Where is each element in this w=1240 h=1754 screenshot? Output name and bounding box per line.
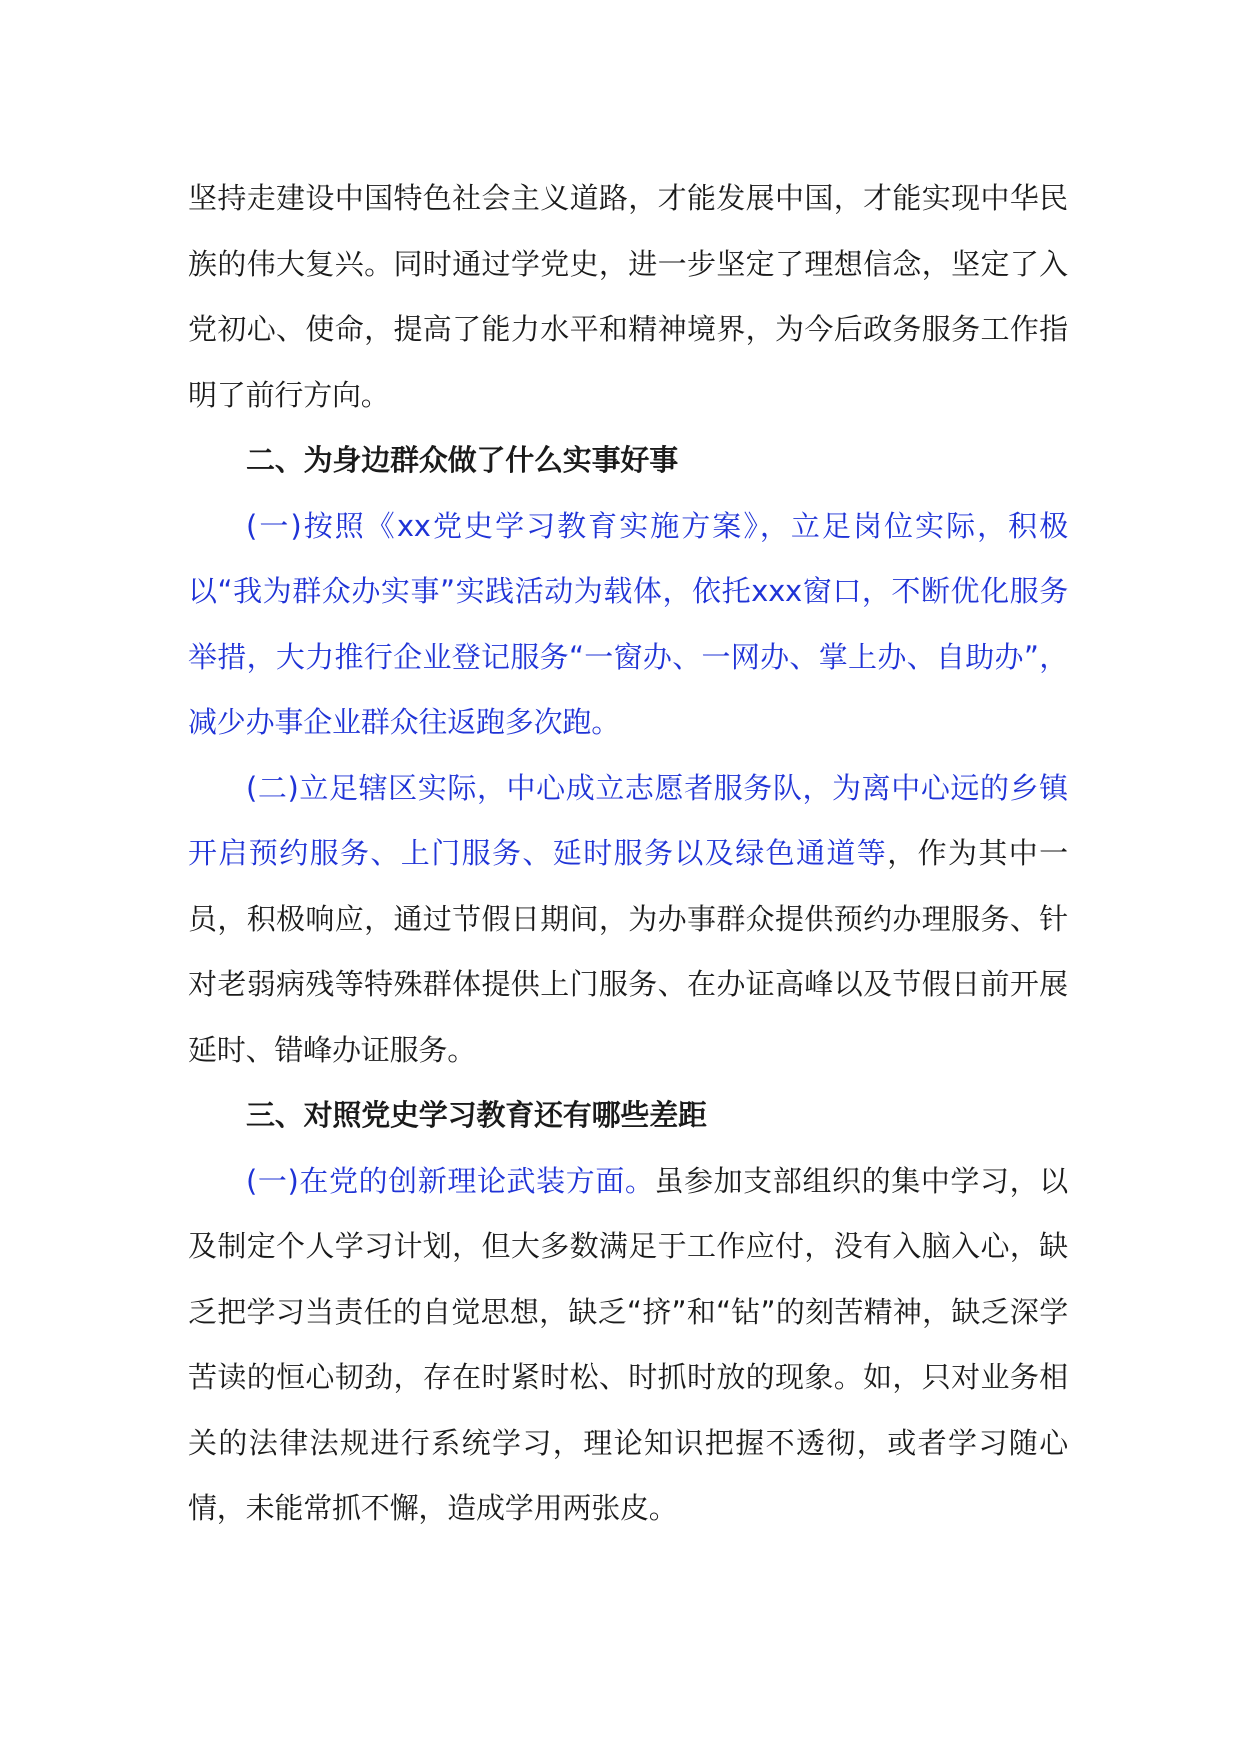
paragraph-3-1-highlight: (一)在党的创新理论武装方面。: [246, 1163, 655, 1198]
section-heading-2: 二、为身边群众做了什么实事好事: [246, 443, 679, 477]
paragraph-3-1: [188, 1149, 1068, 1542]
paragraph-2-2: [188, 756, 1068, 1084]
paragraph-2-2-rest: ，作为其中一员，积极响应，通过节假日期间，为办事群众提供预约办理服务、针对老弱病残等特殊群体提供上门服务、在办证高峰以及节假日前开展延时、错峰办证服务。: [188, 836, 1068, 1067]
paragraph-2-2-highlight: (二)立足辖区实际，中心成立志愿者服务队，为离中心远的乡镇开启预约服务、上门服务、延时服务以及绿色通道等: [188, 770, 1068, 870]
paragraph-3-1-rest: 虽参加支部组织的集中学习，以及制定个人学习计划，但大多数满足于工作应付，没有入脑入心，缺乏把学习当责任的自觉思想，缺乏“挤”和“钻”的刻苦精神，缺乏深学苦读的恒心韧劲，存在时紧时松、时抓时放的现象。如，只对业务相关的法律法规进行系统学习，理论知识把握不透彻，或者学习随心情，未能常抓不懈，造成学用两张皮。: [188, 1163, 1068, 1525]
paragraph-2-1: (一)按照《xx党史学习教育实施方案》，立足岗位实际，积极以“我为群众办实事”实践活动为载体，依托xxx窗口，不断优化服务举措，大力推行企业登记服务“一窗办、一网办、掌上办、自助办”，减少办事企业群众往返跑多次跑。: [188, 508, 1068, 739]
section-heading-3: 三、对照党史学习教育还有哪些差距: [246, 1098, 707, 1132]
document-body: [188, 166, 1068, 1542]
paragraph-continuation: 坚持走建设中国特色社会主义道路，才能发展中国，才能实现中华民族的伟大复兴。同时通过学党史，进一步坚定了理想信念，坚定了入党初心、使命，提高了能力水平和精神境界，为今后政务服务工作指明了前行方向。: [188, 181, 1068, 412]
